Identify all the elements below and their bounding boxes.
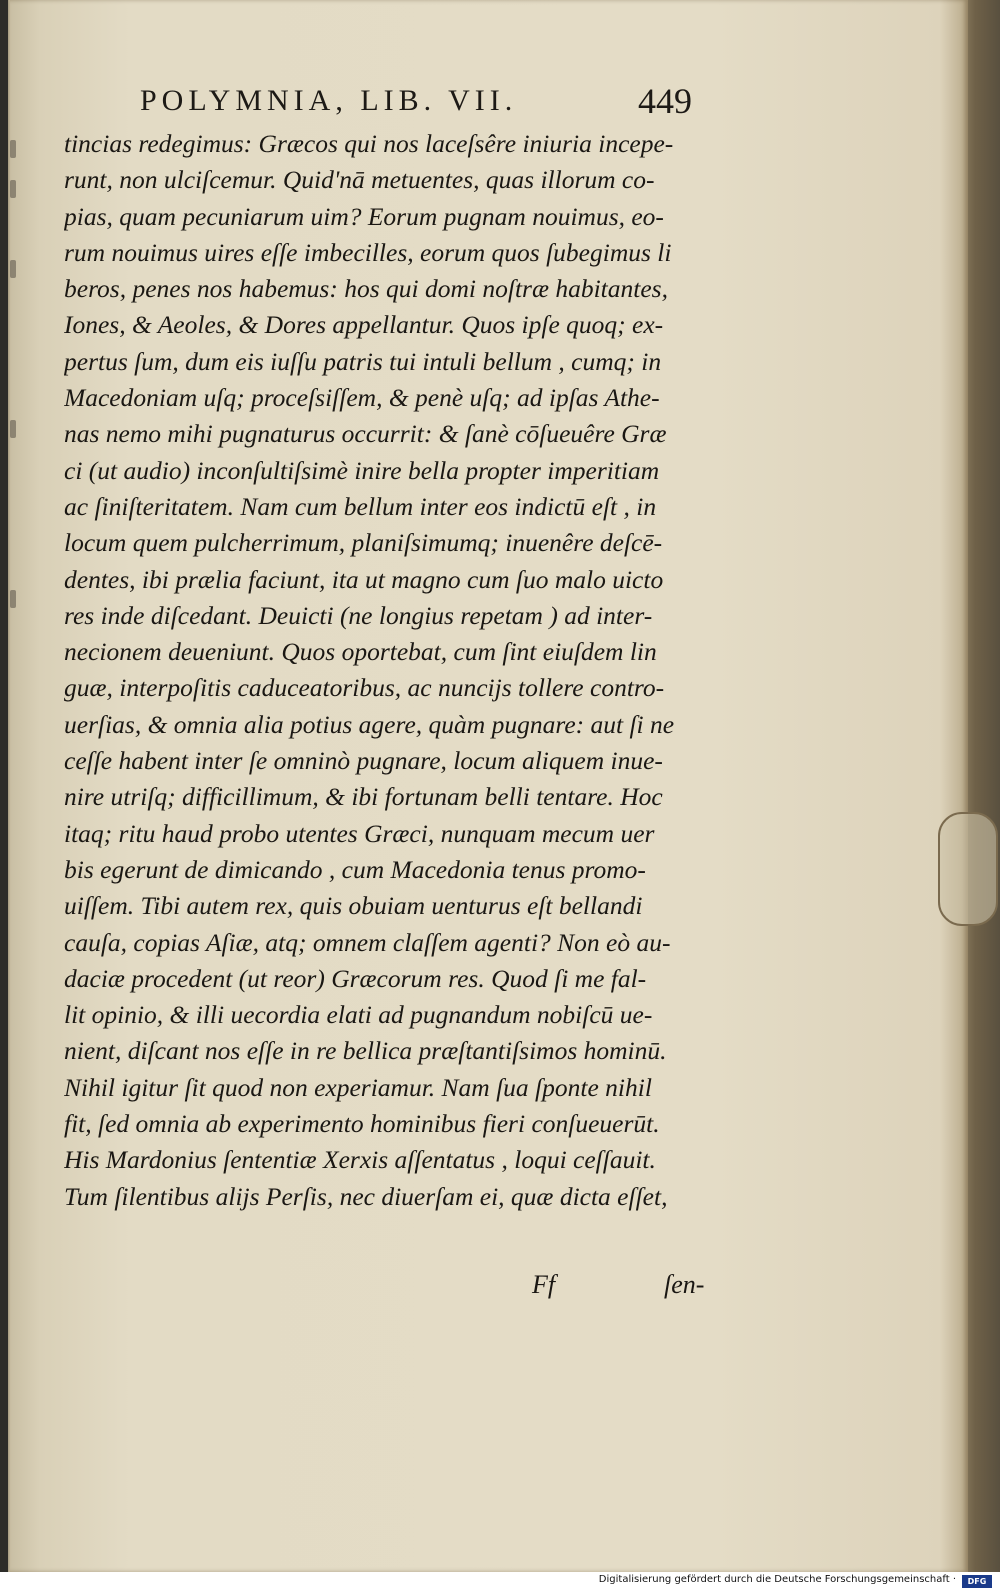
text-line: cauſa, copias Aſiæ, atq; omnem claſſem agenti? Non eò au-: [64, 927, 671, 957]
text-line: bis egerunt de dimicando , cum Macedonia tenus promo-: [64, 854, 646, 884]
text-line: beros, penes nos habemus: hos qui domi noſtræ habitantes,: [64, 274, 668, 304]
digitization-footer: [0, 1572, 1000, 1592]
running-head: POLYMNIA, LIB. VII.: [140, 84, 518, 117]
text-line: uiſſem. Tibi autem rex, quis obuiam uenturus eſt bellandi: [64, 891, 643, 921]
text-line: His Mardonius ſententiæ Xerxis aſſentatus , loqui ceſſauit.: [64, 1145, 656, 1175]
catchword: ſen-: [664, 1270, 705, 1299]
footer-credit: Digitalisierung gefördert durch die Deutsche Forschungsgemeinschaft ·: [598, 1574, 956, 1585]
text-line: tincias redegimus: Græcos qui nos laceſsêre iniuria incepe-: [64, 129, 674, 158]
text-line: daciæ procedent (ut reor) Græcorum res. Quod ſi me fal-: [64, 963, 647, 993]
text-line: runt, non ulciſcemur. Quid'nā metuentes, quas illorum co-: [64, 165, 655, 195]
text-line: nire utriſq; difficillimum, & ibi fortunam belli tentare. Hoc: [64, 782, 663, 812]
text-line: Iones, & Aeoles, & Dores appellantur. Quos ipſe quoq; ex-: [64, 310, 664, 340]
margin-ink-marks: [10, 120, 24, 620]
page-foot: [64, 1270, 744, 1310]
text-line: rum nouimus uires eſſe imbecilles, eorum quos ſubegimus li: [64, 237, 672, 267]
text-line: necionem deueniunt. Quos oportebat, cum ſint eiuſdem lin: [64, 637, 657, 667]
text-line: fit, ſed omnia ab experimento hominibus fieri conſueuerūt.: [64, 1109, 660, 1139]
text-line: Nihil igitur ſit quod non experiamur. Nam ſua ſponte nihil: [64, 1072, 652, 1102]
text-line: lit opinio, & illi uecordia elati ad pugnandum nobiſcū ue-: [64, 1000, 653, 1030]
text-line: itaq; ritu haud probo utentes Græci, nunquam mecum uer: [64, 818, 655, 848]
text-line: res inde diſcedant. Deuicti (ne longius repetam ) ad inter-: [64, 600, 653, 630]
text-line: ac ſiniſteritatem. Nam cum bellum inter eos indictū eſt , in: [64, 491, 657, 521]
text-line: Macedoniam uſq; proceſsiſſem, & penè uſq; ad ipſas Athe-: [64, 383, 660, 413]
text-line: pias, quam pecuniarum uim? Eorum pugnam nouimus, eo-: [64, 201, 664, 231]
text-line: ceſſe habent inter ſe omninò pugnare, locum aliquem inue-: [64, 746, 663, 776]
dfg-logo-icon: DFG: [962, 1575, 992, 1588]
signature-mark: Ff: [532, 1270, 556, 1299]
text-line: guæ, interpoſitis caduceatoribus, ac nuncijs tollere contro-: [64, 673, 665, 703]
text-line: dentes, ibi prælia faciunt, ita ut magno cum ſuo malo uicto: [64, 564, 664, 594]
text-line: uerſias, & omnia alia potius agere, quàm pugnare: aut ſi ne: [64, 709, 675, 739]
page-clasp-mark: [938, 812, 998, 926]
page-header: [140, 81, 740, 124]
text-line: Tum ſilentibus alijs Perſis, nec diuerſam ei, quæ dicta eſſet,: [64, 1181, 668, 1211]
book-spine-shadow: [0, 0, 8, 1592]
text-line: locum quem pulcherrimum, planiſsimumq; inuenêre deſcē-: [64, 528, 663, 558]
text-line: ci (ut audio) inconſultiſsimè inire bella propter imperitiam: [64, 455, 660, 485]
page-number: 449: [638, 81, 692, 121]
body-text: [64, 126, 744, 1215]
text-line: nas nemo mihi pugnaturus occurrit: & ſanè cōſueuêre Græ: [64, 419, 667, 449]
text-line: pertus ſum, dum eis iuſſu patris tui intuli bellum , cumq; in: [64, 346, 662, 376]
text-line: nient, diſcant nos eſſe in re bellica præſtantiſsimos hominū.: [64, 1036, 667, 1066]
